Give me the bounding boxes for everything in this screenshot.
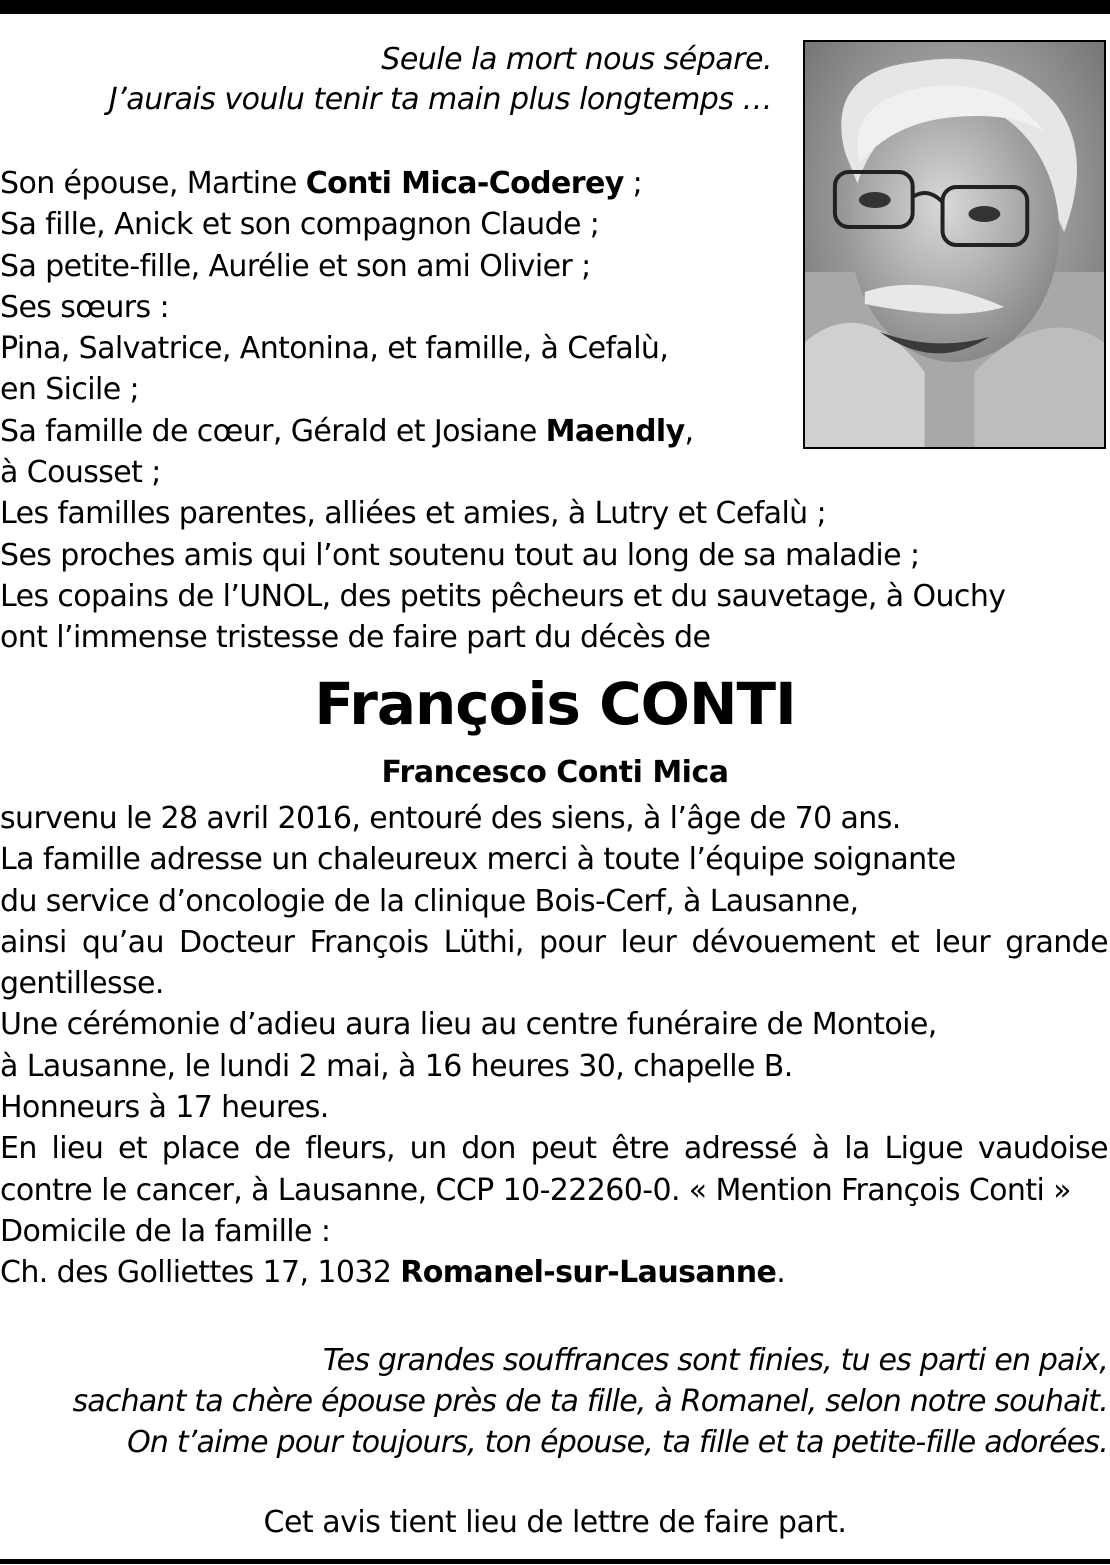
family-line	[0, 411, 1100, 452]
epigraph	[0, 40, 772, 120]
closing-line: On t’aime pour toujours, ton épouse, ta fille et ta petite-fille adorées.	[127, 1425, 1108, 1460]
detail-line: du service d’oncologie de la clinique Bois-Cerf, à Lausanne,	[0, 883, 859, 919]
closing-verse	[0, 1340, 1108, 1463]
text: Sa famille de cœur, Gérald et Josiane	[0, 413, 546, 449]
family-line: Les familles parentes, alliées et amies, à Lutry et Cefalù ;	[0, 496, 827, 532]
epigraph-line: J’aurais voulu tenir ta main plus longtemps …	[108, 82, 772, 117]
address-line	[0, 1252, 1108, 1293]
top-rule	[0, 0, 1110, 14]
text: ,	[684, 413, 694, 449]
detail-line: gentillesse.	[0, 966, 164, 1002]
family-line	[0, 163, 1100, 204]
family-list	[0, 163, 1100, 659]
family-line: Sa fille, Anick et son compagnon Claude ;	[0, 207, 600, 243]
epigraph-line: Seule la mort nous sépare.	[381, 42, 772, 77]
detail-line: En lieu et place de fleurs, un don peut être adressé à la Ligue vaudoise	[0, 1131, 1108, 1167]
detail-line: à Lausanne, le lundi 2 mai, à 16 heures 30, chapelle B.	[0, 1048, 793, 1084]
closing-line: Tes grandes souffrances sont finies, tu es parti en paix,	[322, 1343, 1108, 1378]
notice-details	[0, 798, 1108, 1294]
surname: Maendly	[545, 413, 685, 449]
family-line: Ses sœurs :	[0, 289, 170, 325]
bottom-rule	[0, 1559, 1110, 1564]
family-line: Les copains de l’UNOL, des petits pêcheurs et du sauvetage, à Ouchy	[0, 578, 1006, 614]
family-line: à Cousset ;	[0, 455, 161, 491]
detail-line: Une cérémonie d’adieu aura lieu au centre funéraire de Montoie,	[0, 1007, 937, 1043]
footer-note: Cet avis tient lieu de lettre de faire part.	[263, 1505, 847, 1540]
family-line: Ses proches amis qui l’ont soutenu tout au long de sa maladie ;	[0, 537, 920, 573]
text: ;	[623, 166, 643, 201]
detail-line: Honneurs à 17 heures.	[0, 1090, 329, 1126]
deceased-name: François CONTI	[314, 670, 796, 738]
detail-line: contre le cancer, à Lausanne, CCP 10-22260-0. « Mention François Conti »	[0, 1172, 1071, 1208]
text: Son épouse, Martine	[0, 166, 306, 201]
town: Romanel-sur-Lausanne	[400, 1255, 777, 1291]
surname: Conti Mica-Coderey	[305, 166, 624, 201]
detail-line: La famille adresse un chaleureux merci à toute l’équipe soignante	[0, 842, 956, 878]
family-line: Pina, Salvatrice, Antonina, et famille, à Cefalù,	[0, 331, 669, 367]
detail-line: survenu le 28 avril 2016, entouré des siens, à l’âge de 70 ans.	[0, 801, 901, 836]
deceased-birth-name: Francesco Conti Mica	[381, 755, 729, 790]
closing-line: sachant ta chère épouse près de ta fille, à Romanel, selon notre souhait.	[72, 1384, 1108, 1419]
detail-line: Domicile de la famille :	[0, 1213, 331, 1249]
family-line: en Sicile ;	[0, 372, 140, 408]
detail-line: ainsi qu’au Docteur François Lüthi, pour leur dévouement et leur grande	[0, 924, 1108, 960]
text: Ch. des Golliettes 17, 1032	[0, 1255, 401, 1291]
family-line: Sa petite-fille, Aurélie et son ami Olivier ;	[0, 248, 591, 284]
family-line: ont l’immense tristesse de faire part du décès de	[0, 620, 711, 656]
text: .	[776, 1255, 786, 1291]
